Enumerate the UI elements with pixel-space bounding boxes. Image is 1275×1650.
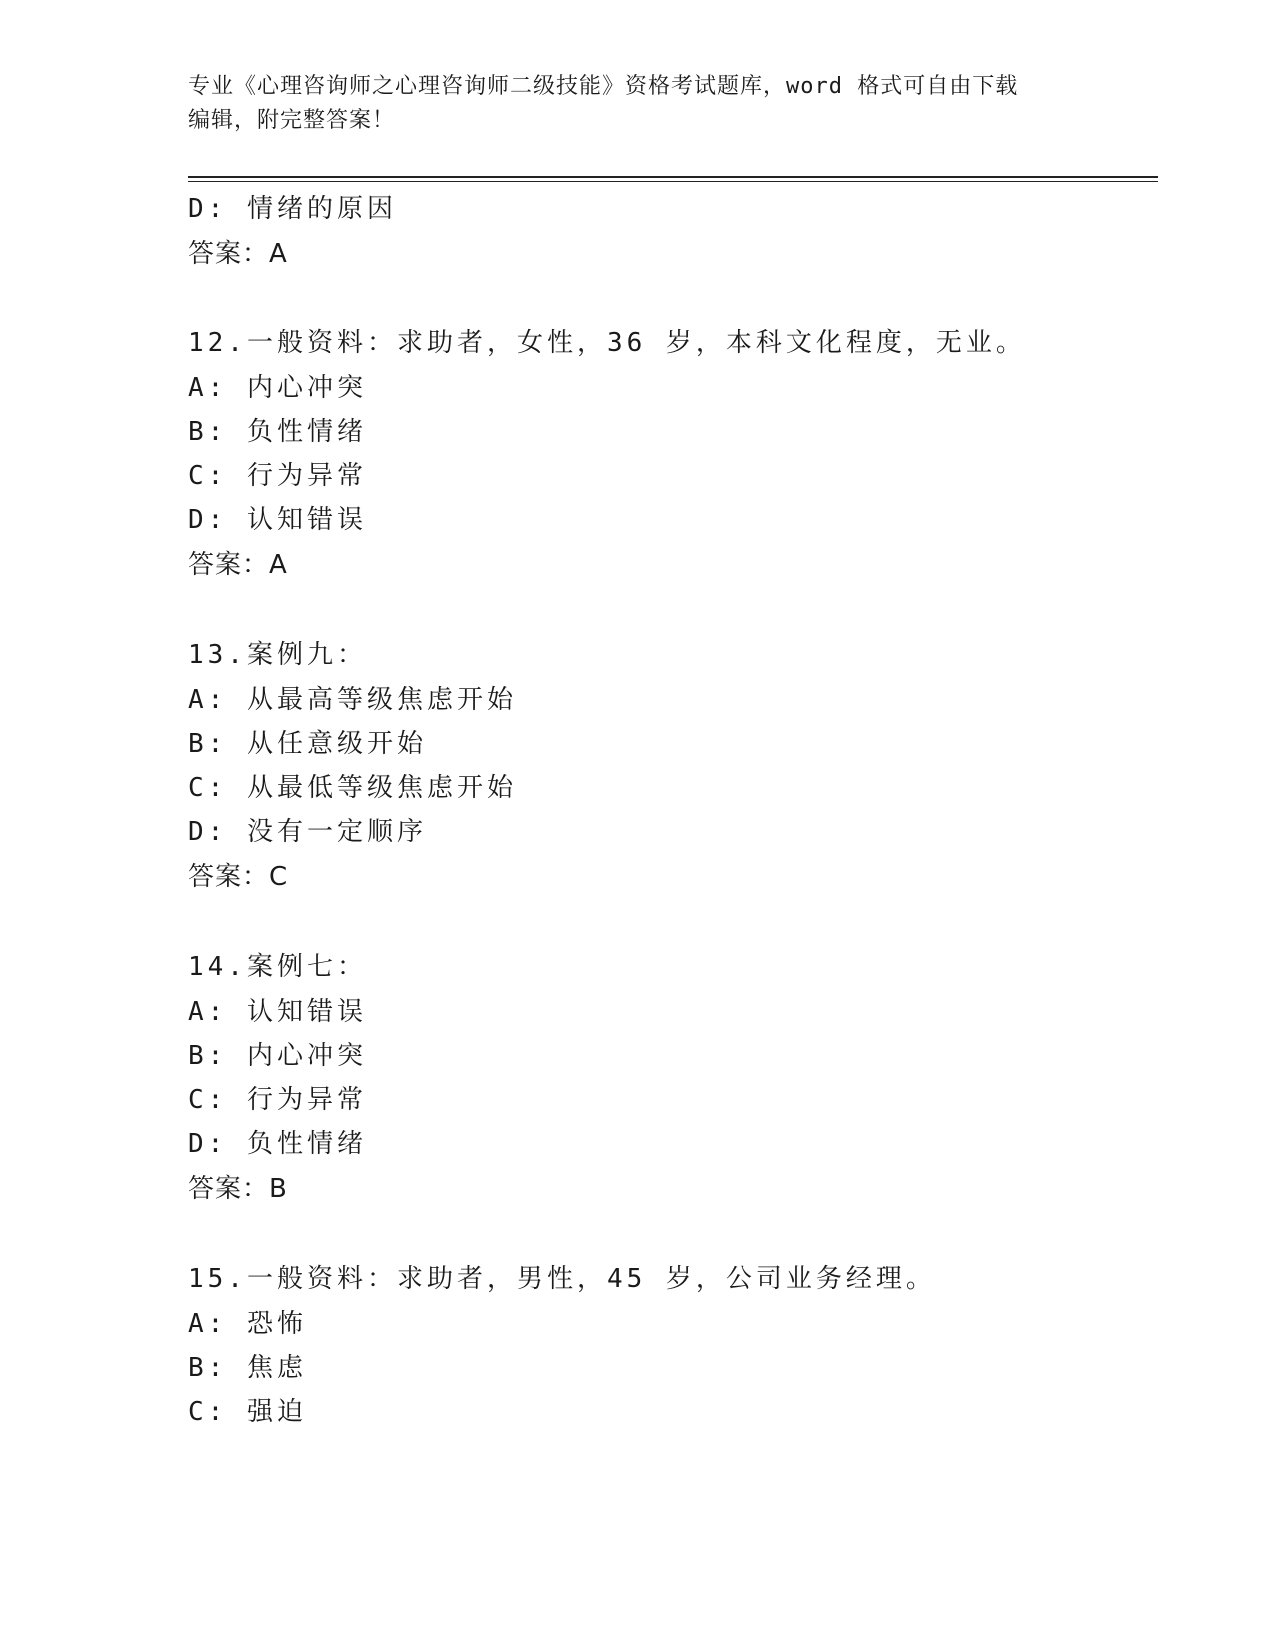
- option-a: A: 认知错误: [188, 997, 367, 1027]
- option-d: D: 认知错误: [188, 505, 367, 535]
- answer-line: 答案：C: [188, 862, 289, 892]
- option-b: B: 焦虑: [188, 1353, 307, 1383]
- header-line-1: 专业《心理咨询师之心理咨询师二级技能》资格考试题库，word 格式可自由下载: [188, 74, 1019, 99]
- question-stem: 13.案例九：: [188, 640, 367, 670]
- option-a: A: 内心冲突: [188, 373, 367, 403]
- option-d: D: 情绪的原因: [188, 194, 397, 224]
- option-c: C: 行为异常: [188, 461, 367, 491]
- answer-line: 答案：A: [188, 239, 288, 269]
- document-header: [188, 70, 1088, 138]
- option-b: B: 负性情绪: [188, 417, 367, 447]
- option-d: D: 没有一定顺序: [188, 817, 427, 847]
- option-b: B: 从任意级开始: [188, 729, 427, 759]
- question-stem: 12.一般资料：求助者，女性，36 岁，本科文化程度，无业。: [188, 328, 1026, 358]
- question-stem: 14.案例七：: [188, 952, 367, 982]
- answer-line: 答案：B: [188, 1174, 288, 1204]
- option-a: A: 恐怖: [188, 1309, 307, 1339]
- question-stem: 15.一般资料：求助者，男性，45 岁，公司业务经理。: [188, 1264, 936, 1294]
- option-c: C: 强迫: [188, 1397, 307, 1427]
- option-b: B: 内心冲突: [188, 1041, 367, 1071]
- option-a: A: 从最高等级焦虑开始: [188, 685, 517, 715]
- option-c: C: 从最低等级焦虑开始: [188, 773, 517, 803]
- option-c: C: 行为异常: [188, 1085, 367, 1115]
- header-line-2: 编辑，附完整答案！: [188, 108, 396, 133]
- header-divider: [188, 176, 1158, 182]
- option-d: D: 负性情绪: [188, 1129, 367, 1159]
- answer-line: 答案：A: [188, 550, 288, 580]
